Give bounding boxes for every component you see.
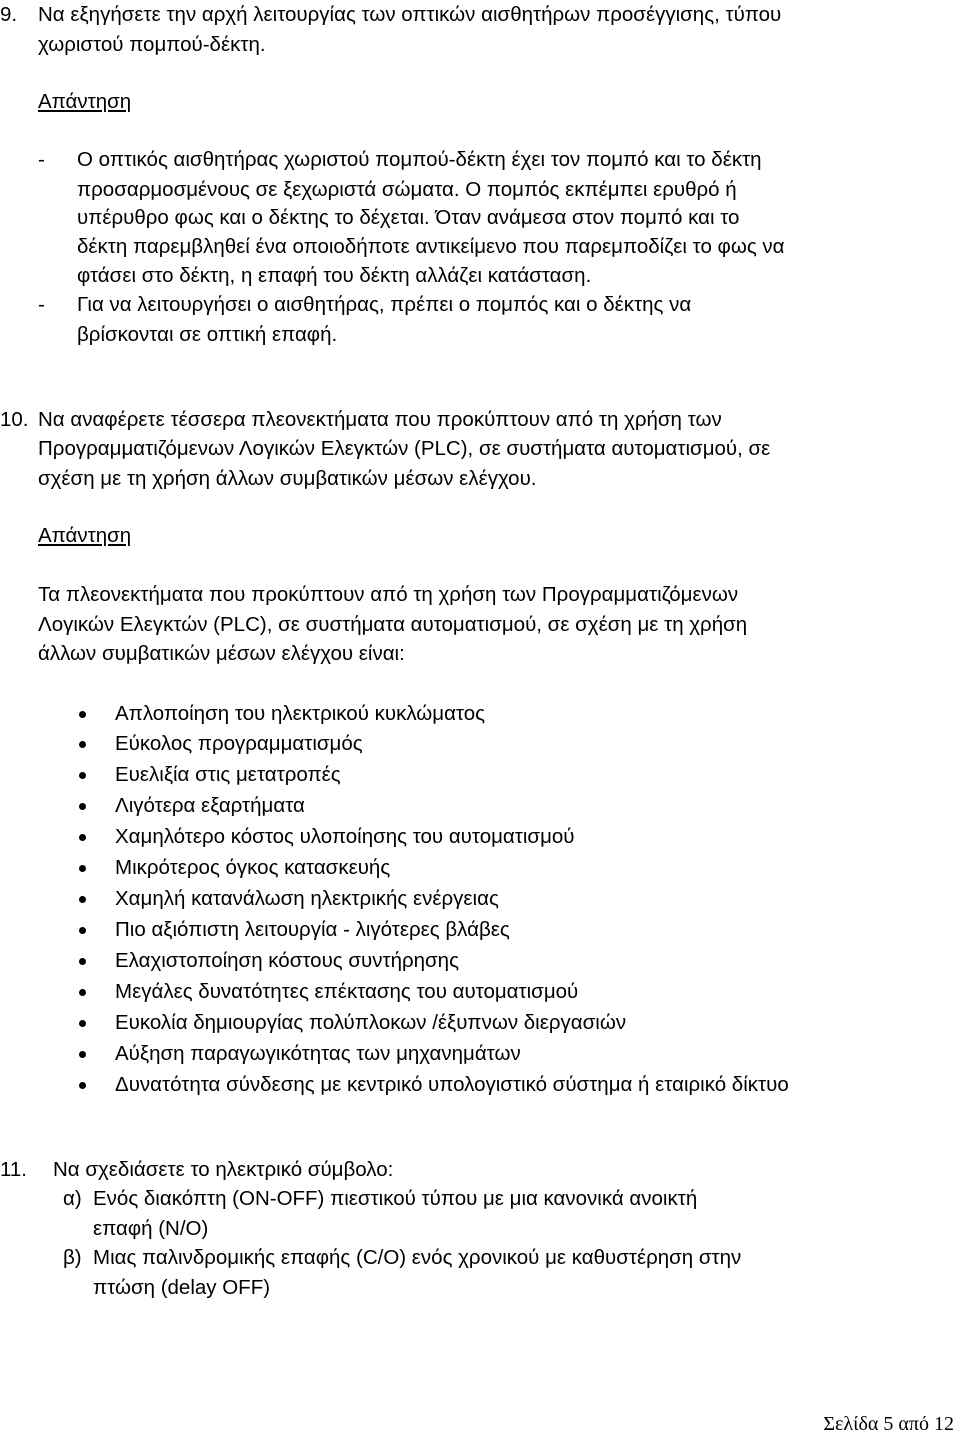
q10-answer-label: Απάντηση [38, 524, 132, 547]
q10-question-line-3: σχέση με τη χρήση άλλων συμβατικών μέσων ελέγχου. [38, 467, 537, 490]
q9-answer-label: Απάντηση [38, 90, 132, 113]
q11-question: Να σχεδιάσετε το ηλεκτρικό σύμβολο: [53, 1158, 394, 1181]
q11-a-line-1: Ενός διακόπτη (ON-OFF) πιεστικού τύπου με μια κανονικά ανοικτή [93, 1187, 698, 1210]
q10-intro-line-1: Τα πλεονεκτήματα που προκύπτουν από τη χρήση των Προγραμματιζόμενων [38, 583, 739, 606]
q9-item1-line-1: Ο οπτικός αισθητήρας χωριστού πομπού-δέκτη έχει τον πομπό και το δέκτη [77, 148, 762, 171]
list-item: Χαμηλότερο κόστος υλοποίησης του αυτοματισμού [115, 825, 575, 848]
q11-a-label: α) [63, 1187, 82, 1210]
q10-intro-line-3: άλλων συμβατικών μέσων ελέγχου είναι: [38, 642, 405, 665]
bullet-icon [79, 803, 86, 810]
list-item: Μικρότερος όγκος κατασκευής [115, 856, 391, 879]
q9-item2-line-1: Για να λειτουργήσει ο αισθητήρας, πρέπει ο πομπός και ο δέκτης να [77, 293, 692, 316]
bullet-icon [79, 741, 86, 748]
q11-number: 11. [0, 1158, 27, 1181]
q11-a-line-2: επαφή (N/O) [93, 1217, 209, 1240]
q11-b-label: β) [63, 1246, 82, 1269]
q9-item1-line-3: υπέρυθρο φως και ο δέκτης το δέχεται. Όταν ανάμεσα στον πομπό και το [77, 206, 740, 229]
list-item: Απλοποίηση του ηλεκτρικού κυκλώματος [115, 702, 486, 725]
q11-b-line-1: Μιας παλινδρομικής επαφής (C/O) ενός χρονικού με καθυστέρηση στην [93, 1246, 742, 1269]
q10-intro-line-2: Λογικών Ελεγκτών (PLC), σε συστήματα αυτοματισμού, σε σχέση με τη χρήση [38, 613, 748, 636]
page-number: Σελίδα 5 από 12 [823, 1413, 954, 1435]
list-item: Χαμηλή κατανάλωση ηλεκτρικής ενέργειας [115, 887, 499, 910]
q9-question-line-2: χωριστού πομπού-δέκτη. [38, 33, 266, 56]
list-item: Δυνατότητα σύνδεσης με κεντρικό υπολογιστικό σύστημα ή εταιρικό δίκτυο [115, 1073, 789, 1096]
bullet-icon [79, 927, 86, 934]
q9-dash-1: - [38, 148, 45, 171]
bullet-icon [79, 989, 86, 996]
q9-item1-line-4: δέκτη παρεμβληθεί ένα οποιοδήποτε αντικείμενο που παρεμποδίζει το φως να [77, 235, 785, 258]
q9-question-line-1: Να εξηγήσετε την αρχή λειτουργίας των οπτικών αισθητήρων προσέγγισης, τύπου [38, 3, 782, 26]
list-item: Λιγότερα εξαρτήματα [115, 794, 305, 817]
list-item: Ευελιξία στις μετατροπές [115, 763, 341, 786]
bullet-icon [79, 711, 86, 718]
q11-b-line-2: πτώση (delay OFF) [93, 1276, 271, 1299]
list-item: Ευκολία δημιουργίας πολύπλοκων /έξυπνων διεργασιών [115, 1011, 627, 1034]
list-item: Αύξηση παραγωγικότητας των μηχανημάτων [115, 1042, 521, 1065]
list-item: Μεγάλες δυνατότητες επέκτασης του αυτοματισμού [115, 980, 579, 1003]
q9-number: 9. [0, 3, 18, 26]
bullet-icon [79, 958, 86, 965]
list-item: Πιο αξιόπιστη λειτουργία - λιγότερες βλάβες [115, 918, 510, 941]
bullet-icon [79, 1020, 86, 1027]
list-item: Εύκολος προγραμματισμός [115, 732, 363, 755]
q9-item1-line-2: προσαρμοσμένους σε ξεχωριστά σώματα. Ο πομπός εκπέμπει ερυθρό ή [77, 178, 737, 201]
bullet-icon [79, 772, 86, 779]
bullet-icon [79, 865, 86, 872]
bullet-icon [79, 896, 86, 903]
q10-question-line-2: Προγραμματιζόμενων Λογικών Ελεγκτών (PLC), σε συστήματα αυτοματισμού, σε [38, 437, 771, 460]
q9-item2-line-2: βρίσκονται σε οπτική επαφή. [77, 323, 338, 346]
bullet-icon [79, 1051, 86, 1058]
list-item: Ελαχιστοποίηση κόστους συντήρησης [115, 949, 459, 972]
bullet-icon [79, 1082, 86, 1089]
q9-dash-2: - [38, 293, 45, 316]
q9-item1-line-5: φτάσει στο δέκτη, η επαφή του δέκτη αλλάζει κατάσταση. [77, 264, 592, 287]
q10-number: 10. [0, 408, 29, 431]
bullet-icon [79, 834, 86, 841]
q10-question-line-1: Να αναφέρετε τέσσερα πλεονεκτήματα που προκύπτουν από τη χρήση των [38, 408, 722, 431]
